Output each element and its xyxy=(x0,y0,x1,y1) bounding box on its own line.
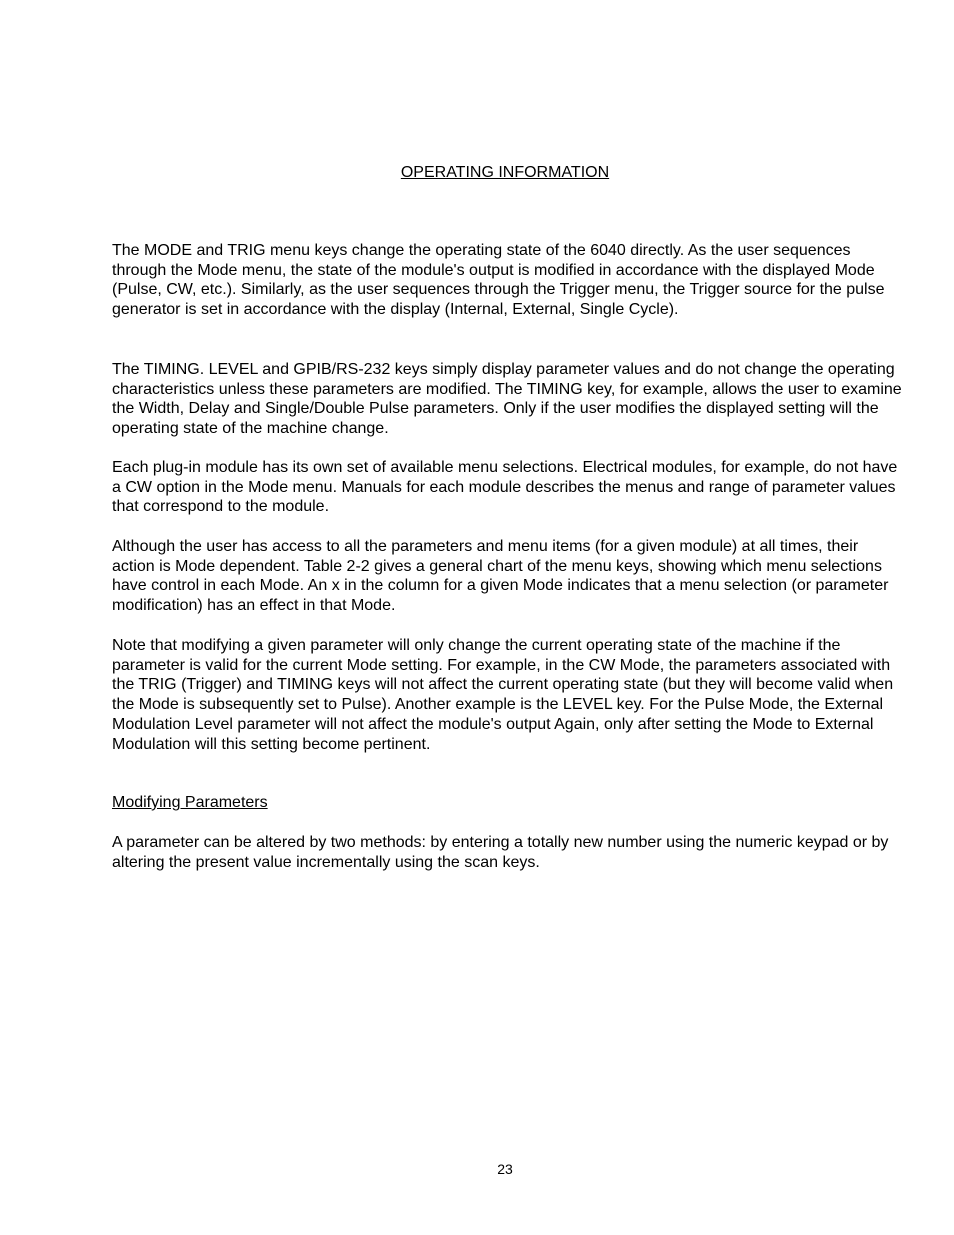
page-number: 23 xyxy=(497,1161,513,1177)
paragraph-mode-trig-keys: The MODE and TRIG menu keys change the operating state of the 6040 directly. As the user sequences through the Mode menu, the state of the module's output is modified in accordance with the displayed Mode (Pulse, CW, etc.). Similarly, as the user sequences through the Trigger menu, the Trigger source for the pulse generator is set in accordance with the display (Internal, External, Single Cycle). xyxy=(112,242,885,319)
paragraph-parameter-validity: Note that modifying a given parameter will only change the current operating state of the machine if the parameter is valid for the current Mode setting. For example, in the CW Mode, the parameters associated with the TRIG (Trigger) and TIMING keys will not affect the current operating state (but they will become valid when the Mode is subsequently set to Pulse). Another example is the LEVEL key. For the Pulse Mode, the External Modulation Level parameter will not affect the module's output Again, only after setting the Mode to External Modulation will this setting become pertinent. xyxy=(112,637,894,753)
section-heading-modifying-parameters: Modifying Parameters xyxy=(112,794,268,811)
page-title: OPERATING INFORMATION xyxy=(400,164,610,181)
paragraph-modifying-methods: A parameter can be altered by two methods: by entering a totally new number using the numeric keypad or by altering the present value incrementally using the scan keys. xyxy=(112,834,889,871)
paragraph-mode-dependent: Although the user has access to all the parameters and menu items (for a given module) at all times, their action is Mode dependent. Table 2-2 gives a general chart of the menu keys, showing which menu selections have control in each Mode. An x in the column for a given Mode indicates that a menu selection (or parameter modification) has an effect in that Mode. xyxy=(112,538,889,615)
paragraph-timing-level-keys: The TIMING. LEVEL and GPIB/RS-232 keys simply display parameter values and do not change the operating characteristics unless these parameters are modified. The TIMING key, for example, allows the user to examine the Width, Delay and Single/Double Pulse parameters. Only if the user modifies the displayed setting will the operating state of the machine change. xyxy=(112,361,902,438)
paragraph-plug-in-modules: Each plug-in module has its own set of available menu selections. Electrical modules, for example, do not have a CW option in the Mode menu. Manuals for each module describes the menus and range of parameter values that correspond to the module. xyxy=(112,459,898,516)
